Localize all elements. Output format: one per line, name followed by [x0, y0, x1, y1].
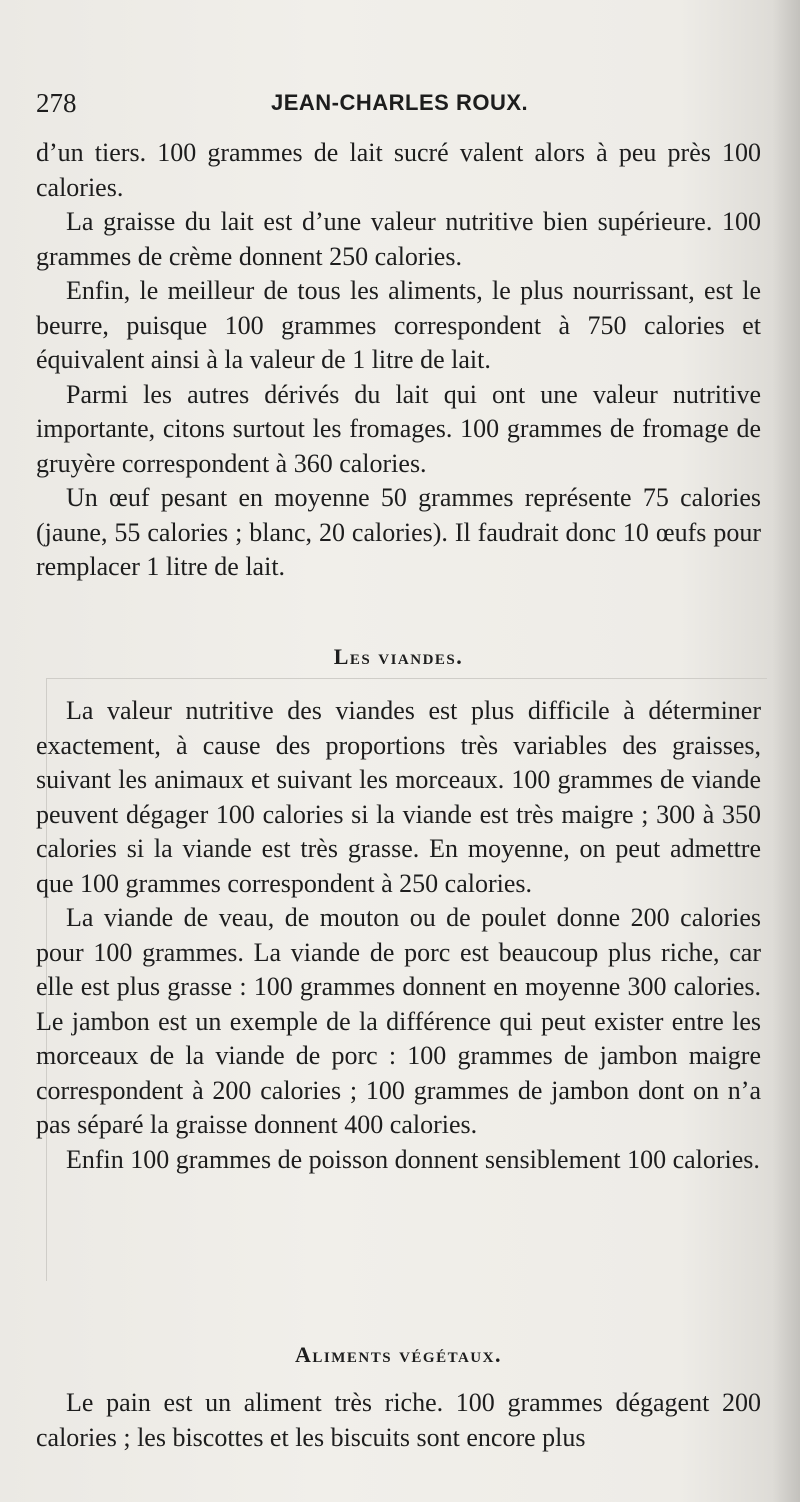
paragraph: La valeur nutritive des viandes est plus difficile à déterminer exactement, à cause des proportions très variables des graisses, suivant les animaux et suivant les morceaux. 100 grammes de viande peuvent dégager 100 calories si la viande est très maigre ; 300 à 350 calories si la viande est très grasse. En moyenne, on peut admettre que 100 grammes correspondent à 250 calories. [36, 696, 761, 898]
text-block-dairy [36, 136, 761, 585]
page-number: 278 [36, 88, 77, 118]
running-head: JEAN-CHARLES ROUX. [271, 90, 529, 115]
section-title-viandes-wrap [36, 644, 761, 670]
page-edge-shadow [772, 0, 800, 1502]
page-header [36, 88, 758, 122]
paragraph: Parmi les autres dérivés du lait qui ont une valeur nutritive importante, citons surtout les fromages. 100 grammes de fromage de gruyère correspondent à 360 calories. [36, 379, 761, 478]
text-block-viandes [36, 694, 761, 1177]
paragraph: La viande de veau, de mouton ou de poulet donne 200 calories pour 100 grammes. La viande de porc est beaucoup plus riche, car elle est plus grasse : 100 grammes donnent en moyenne 300 calories. Le jambon est un exemple de la différence qui peut exister entre les morceaux de la viande de porc : 100 grammes de jambon maigre correspondent à 200 calories ; 100 grammes de jambon dont on n’a pas séparé la graisse donnent 400 calories. [36, 903, 761, 1139]
paragraph: La graisse du lait est d’une valeur nutritive bien supérieure. 100 grammes de crème donnent 250 calories. [36, 207, 761, 271]
text-block-vegetaux [36, 1386, 761, 1455]
paragraph: Enfin, le meilleur de tous les aliments, le plus nourrissant, est le beurre, puisque 100 grammes correspondent à 750 calories et équivalent ainsi à la valeur de 1 litre de lait. [36, 276, 761, 374]
section-title-vegetaux-wrap [36, 1342, 761, 1368]
section-title-viandes: Les viandes. [333, 644, 464, 669]
paragraph: Le pain est un aliment très riche. 100 grammes dégagent 200 calories ; les biscottes et les biscuits sont encore plus [36, 1388, 761, 1452]
paragraph: d’un tiers. 100 grammes de lait sucré valent alors à peu près 100 calories. [36, 138, 761, 202]
section-title-vegetaux: Aliments végétaux. [295, 1342, 502, 1367]
paragraph: Enfin 100 grammes de poisson donnent sensiblement 100 calories. [66, 1144, 760, 1174]
paragraph: Un œuf pesant en moyenne 50 grammes représente 75 calories (jaune, 55 calories ; blanc, 20 calories). Il faudrait donc 10 œufs pour remplacer 1 litre de lait. [36, 483, 761, 581]
